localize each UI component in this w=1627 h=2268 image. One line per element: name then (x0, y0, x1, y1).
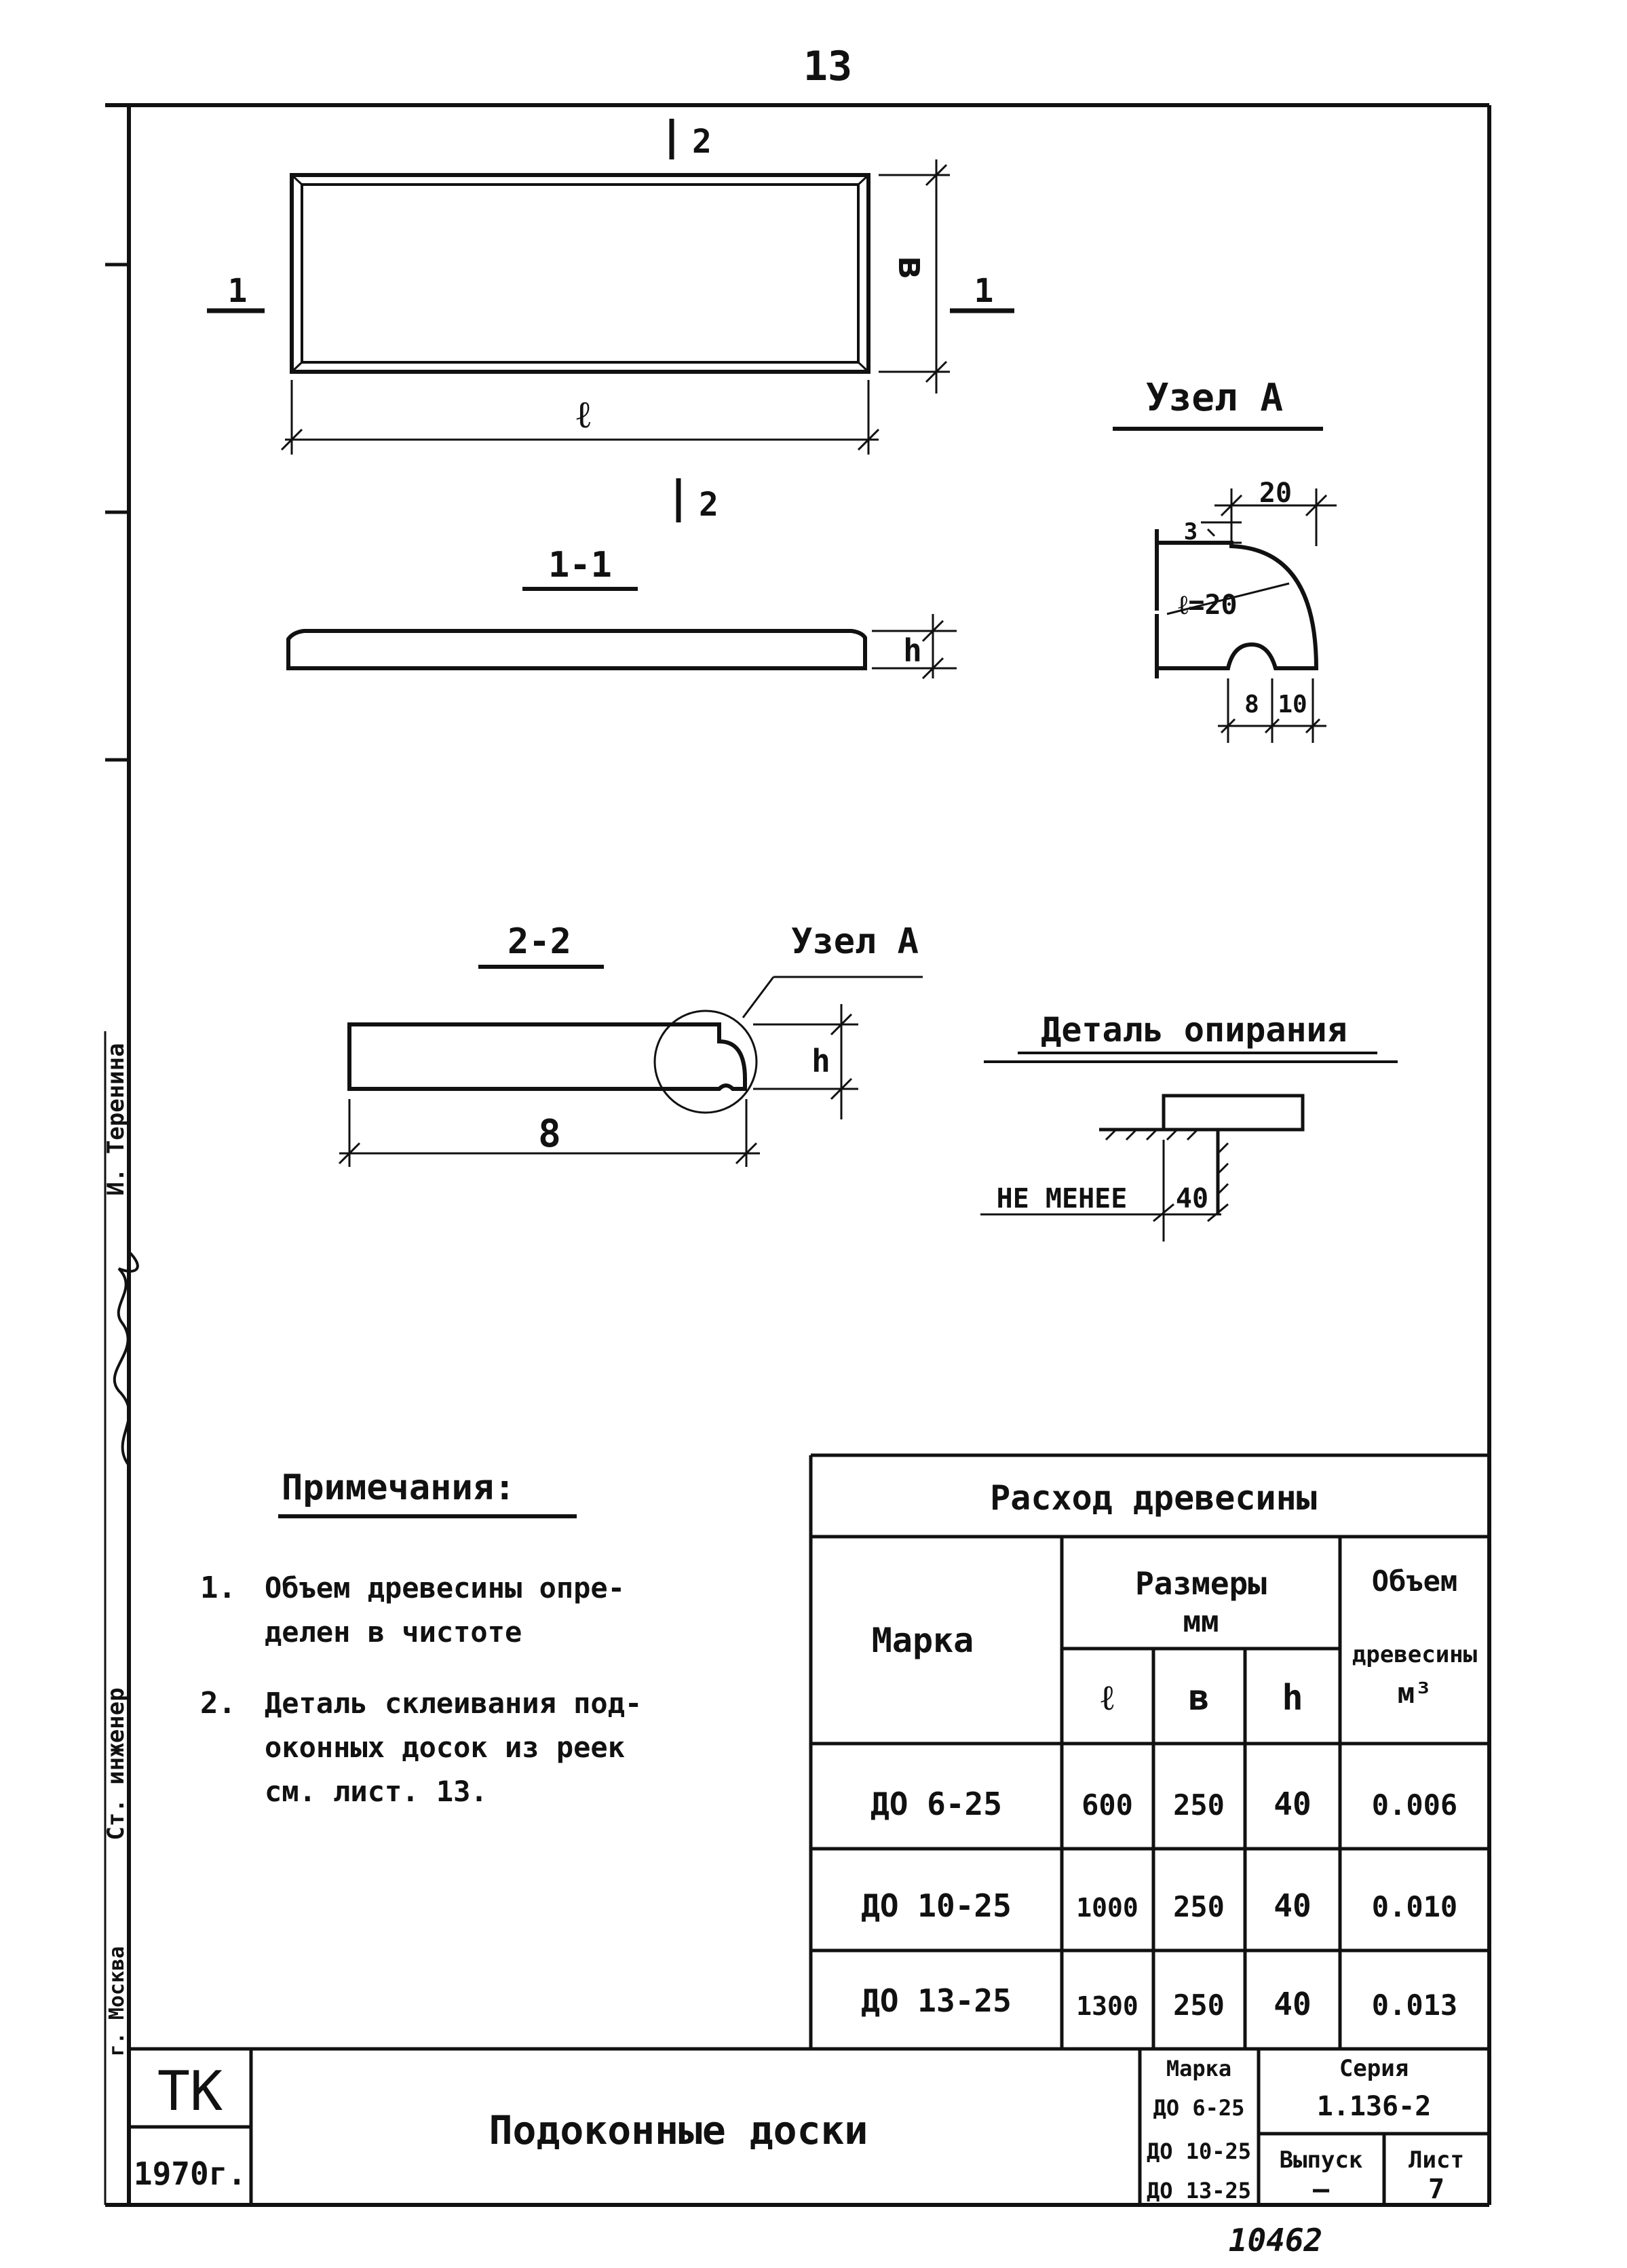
dim-b-label: в (889, 256, 934, 280)
notes-title: Примечания: (282, 1467, 516, 1508)
col-sizes-unit: мм (1183, 1604, 1219, 1639)
col-volume-unit: м³ (1397, 1676, 1432, 1710)
title-block-mark-2: ДО 10-25 (1146, 2138, 1252, 2164)
title-block-mark-label: Марка (1166, 2056, 1232, 2081)
col-volume: Объем (1371, 1564, 1458, 1598)
title-block-sheet: 7 (1428, 2174, 1445, 2205)
title-block-series: 1.136-2 (1316, 2091, 1432, 2122)
dim-h-label: h (903, 632, 922, 669)
dim-b-section-label: 8 (538, 1112, 561, 1156)
node-a-dim-20: 20 (1259, 478, 1293, 509)
node-a-callout-label: Узел А (791, 921, 919, 962)
node-a-dim-3: 3 (1183, 518, 1198, 545)
note-1-line-1: Объем древесины опре- (265, 1571, 626, 1604)
dim-b-section-line (339, 1004, 858, 1167)
row-3-h: 40 (1274, 1986, 1312, 2022)
note-2-line-2: оконных досок из реек (265, 1731, 626, 1764)
support-min-value: 40 (1175, 1183, 1209, 1214)
plan-view (292, 175, 868, 372)
section-1-1-profile (288, 631, 865, 668)
col-l: ℓ (1100, 1678, 1114, 1718)
row-3-vol: 0.013 (1371, 1988, 1458, 2022)
node-a-dim-8: 8 (1244, 691, 1259, 718)
row-3-b: 250 (1173, 1988, 1225, 2022)
col-b: в (1188, 1678, 1210, 1718)
frame-ticks (105, 265, 129, 760)
title-block-issue-label: Выпуск (1279, 2147, 1363, 2174)
title-block-mark-3: ДО 13-25 (1146, 2178, 1252, 2204)
row-1-b: 250 (1173, 1788, 1225, 1822)
page-number: 13 (803, 43, 853, 90)
row-2-l: 1000 (1076, 1893, 1138, 1923)
row-3-l: 1300 (1076, 1991, 1138, 2021)
dim-h-section-label: h (811, 1043, 830, 1079)
note-1-line-2: делен в чистоте (265, 1615, 522, 1649)
row-1-l: 600 (1082, 1788, 1133, 1822)
row-3-mark: ДО 13-25 (861, 1982, 1012, 2019)
stamp-name: И. Теренина (102, 1043, 130, 1196)
wood-table-grid (811, 1455, 1489, 2049)
note-1-num: 1. (200, 1571, 236, 1605)
support-detail-title: Деталь опирания (1041, 1010, 1347, 1050)
row-1-h: 40 (1274, 1786, 1312, 1822)
title-block-title: Подоконные доски (489, 2107, 868, 2153)
section-2-2-title: 2-2 (508, 921, 571, 962)
row-2-h: 40 (1274, 1887, 1312, 1924)
stamp-role: Ст. инженер (102, 1687, 130, 1841)
row-1-mark: ДО 6-25 (870, 1786, 1002, 1822)
stamp-city: г. Москва (105, 1946, 129, 2057)
cut-1-left-label: 1 (227, 272, 248, 310)
bottom-number: 10462 (1228, 2222, 1323, 2259)
support-min-label: НЕ МЕНЕЕ (996, 1183, 1128, 1214)
section-2-2-profile (349, 1024, 745, 1089)
cut-2-top-label: 2 (692, 123, 712, 161)
cut-1-right-label: 1 (974, 272, 994, 310)
dim-l-label: ℓ (576, 393, 591, 437)
section-1-1-title: 1-1 (548, 545, 612, 585)
row-2-vol: 0.010 (1371, 1890, 1458, 1923)
stamp-signature (115, 1252, 138, 1465)
wood-table-title: Расход древесины (990, 1478, 1317, 1518)
col-mark: Марка (871, 1621, 974, 1660)
note-2-line-3: см. лист. 13. (265, 1775, 488, 1808)
title-block-series-label: Серия (1339, 2055, 1409, 2082)
note-2-num: 2. (200, 1686, 236, 1721)
title-block-year: 1970г. (133, 2155, 247, 2192)
note-2-line-1: Деталь склеивания под- (265, 1687, 643, 1720)
row-2-b: 250 (1173, 1890, 1225, 1923)
cut-2-bottom-label: 2 (699, 486, 719, 524)
title-block-mark-1: ДО 6-25 (1153, 2095, 1245, 2121)
row-2-mark: ДО 10-25 (861, 1887, 1012, 1924)
col-sizes: Размеры (1135, 1565, 1267, 1602)
node-a-dim-10: 10 (1278, 691, 1307, 718)
title-block-org: ТК (157, 2060, 223, 2123)
col-volume-sub: древесины (1352, 1641, 1478, 1668)
node-a-title: Узел А (1145, 376, 1284, 420)
node-a-radius: ℓ=20 (1178, 590, 1238, 621)
row-1-vol: 0.006 (1371, 1788, 1458, 1822)
title-block-sheet-label: Лист (1409, 2147, 1464, 2174)
title-block-issue: — (1312, 2174, 1330, 2205)
col-h: h (1282, 1678, 1303, 1718)
